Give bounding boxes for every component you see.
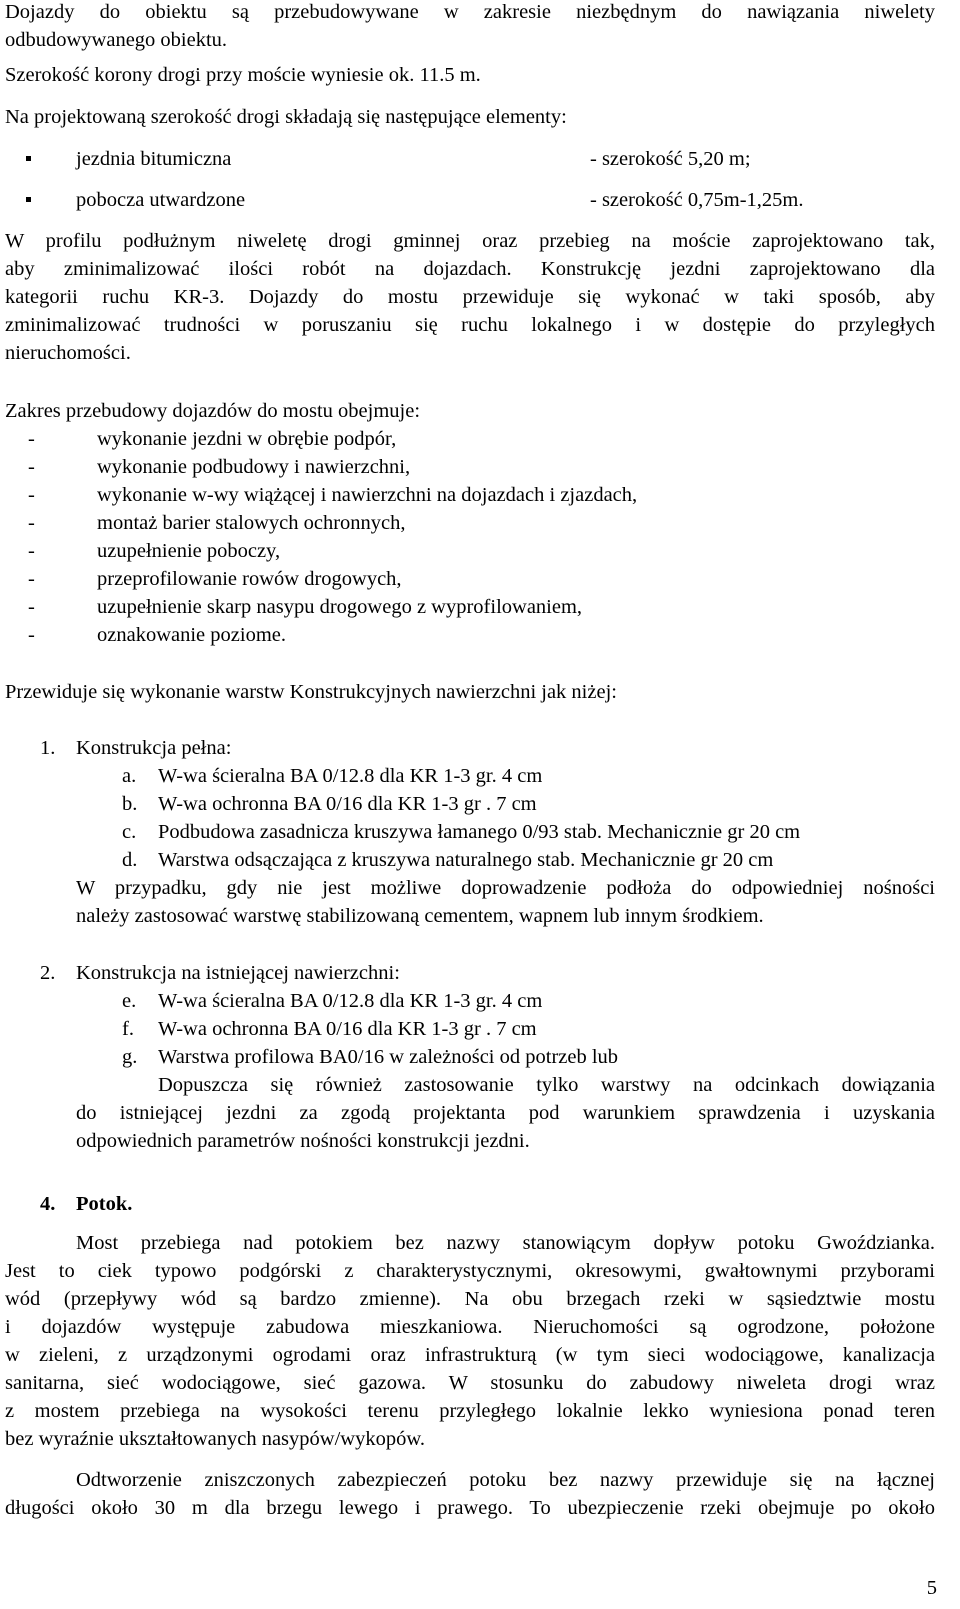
element-name: pobocza utwardzone: [76, 189, 246, 211]
list-item: - przeprofilowanie rowów drogowych,: [28, 568, 402, 590]
layer-item: f. W-wa ochronna BA 0/16 dla KR 1-3 gr . 7 cm: [122, 1018, 537, 1040]
list-item: - uzupełnienie poboczy,: [28, 540, 281, 562]
section-4-heading: [5, 1190, 935, 1218]
construction-note: W przypadku, gdy nie jest możliwe doprowadzenie podłoża do odpowiedniej nośności należy zastosować warstwę stabilizowaną cementem, wapnem lub innym środkiem.: [76, 877, 935, 927]
element-value: - szerokość 0,75m-1,25m.: [590, 189, 804, 211]
layer-item: g. Warstwa profilowa BA0/16 w zależności od potrzeb lub: [122, 1046, 619, 1068]
intro-line-2: odbudowywanego obiektu.: [5, 29, 228, 51]
list-item: - wykonanie jezdni w obrębie podpór,: [28, 428, 397, 450]
construction-number: 1.: [40, 737, 56, 759]
layer-item: b. W-wa ochronna BA 0/16 dla KR 1-3 gr . 7 cm: [122, 793, 537, 815]
element-value: - szerokość 5,20 m;: [590, 148, 751, 170]
list-item: - wykonanie podbudowy i nawierzchni,: [28, 456, 411, 478]
paragraph-line: W profilu podłużnym niweletę drogi gminnej oraz przebieg na moście zaprojektowano tak,: [5, 230, 935, 252]
layer-item: d. Warstwa odsączająca z kruszywa naturalnego stab. Mechanicznie gr 20 cm: [122, 849, 774, 871]
paragraph-line: aby zminimalizować ilości robót na dojazdach. Konstrukcję jezdni zaprojektowano dla: [5, 258, 935, 280]
layers-intro: Przewiduje się wykonanie warstw Konstrukcyjnych nawierzchni jak niżej:: [5, 681, 617, 703]
profile-paragraph: [5, 227, 935, 367]
list-item: - montaż barier stalowych ochronnych,: [28, 512, 406, 534]
layer-item: e. W-wa ścieralna BA 0/12.8 dla KR 1-3 gr. 4 cm: [122, 990, 543, 1012]
section-title: Potok.: [76, 1193, 133, 1215]
construction-title: Konstrukcja na istniejącej nawierzchni:: [76, 962, 400, 984]
list-item: - uzupełnienie skarp nasypu drogowego z wyprofilowaniem,: [28, 596, 583, 618]
section-number: 4.: [40, 1193, 56, 1215]
element-item: [5, 186, 935, 214]
square-bullet-icon: [26, 197, 31, 202]
page-number: 5: [926, 1577, 937, 1599]
paragraph-line: nieruchomości.: [5, 342, 131, 364]
element-item: [5, 145, 935, 173]
construction-2: [5, 959, 935, 1155]
construction-1: [5, 734, 935, 930]
paragraph-line: kategorii ruchu KR-3. Dojazdy do mostu przewiduje się wykonać w taki sposób, aby: [5, 286, 935, 308]
construction-note: Dopuszcza się również zastosowanie tylko warstwy na odcinkach dowiązania do istniejącej jezdni za zgodą projektanta pod warunkiem sprawdzenia i uzyskania odpowiednich parametrów nośności konstrukcji jezdni.: [76, 1074, 935, 1152]
construction-title: Konstrukcja pełna:: [76, 737, 232, 759]
square-bullet-icon: [26, 156, 31, 161]
paragraph-line: zminimalizować trudności w poruszaniu się ruchu lokalnego i w dostępie do przyległych: [5, 314, 935, 336]
construction-number: 2.: [40, 962, 56, 984]
section-4-paragraph-2: Odtworzenie zniszczonych zabezpieczeń potoku bez nazwy przewiduje się na łącznej długości około 30 m dla brzegu lewego i prawego. To ubezpieczenie rzeki obejmuje po około: [5, 1469, 935, 1519]
layer-item: c. Podbudowa zasadnicza kruszywa łamanego 0/93 stab. Mechanicznie gr 20 cm: [122, 821, 801, 843]
scope-list: [5, 425, 935, 649]
elements-intro: Na projektowaną szerokość drogi składają się następujące elementy:: [5, 106, 567, 128]
construction-heading: [5, 959, 935, 987]
layer-item: a. W-wa ścieralna BA 0/12.8 dla KR 1-3 gr. 4 cm: [122, 765, 543, 787]
element-name: jezdnia bitumiczna: [76, 148, 232, 170]
section-4-paragraph-1: Most przebiega nad potokiem bez nazwy stanowiącym dopływ potoku Gwoździanka. Jest to ciek typowo podgórski z charakterystycznymi, okresowymi, gwałtownymi przyborami wód (przepływy wód są bardzo zmienne). Na obu brzegach rzeki w sąsiedztwie mostu i dojazdów występuje zabudowa mieszkaniowa. Nieruchomości są ogrodzone, położone w zieleni, z urządzonymi ogrodami oraz infrastrukturą (w tym sieci wodociągowe, kanalizacja sanitarna, sieć wodociągowe, sieć gazowa. W stosunku do zabudowy niweleta drogi wraz z mostem przebiega na wysokości terenu przyległego lokalnie lekko wyniesiona ponad teren bez wyraźnie ukształtowanych nasypów/wykopów.: [5, 1232, 935, 1450]
crown-width-text: Szerokość korony drogi przy moście wyniesie ok. 11.5 m.: [5, 64, 481, 86]
list-item: - oznakowanie poziome.: [28, 624, 286, 646]
list-item: - wykonanie w-wy wiążącej i nawierzchni na dojazdach i zjazdach,: [28, 484, 638, 506]
construction-heading: [5, 734, 935, 762]
intro-line-1: Dojazdy do obiektu są przebudowywane w zakresie niezbędnym do nawiązania niwelety: [5, 1, 935, 23]
scope-heading: Zakres przebudowy dojazdów do mostu obejmuje:: [5, 400, 421, 422]
